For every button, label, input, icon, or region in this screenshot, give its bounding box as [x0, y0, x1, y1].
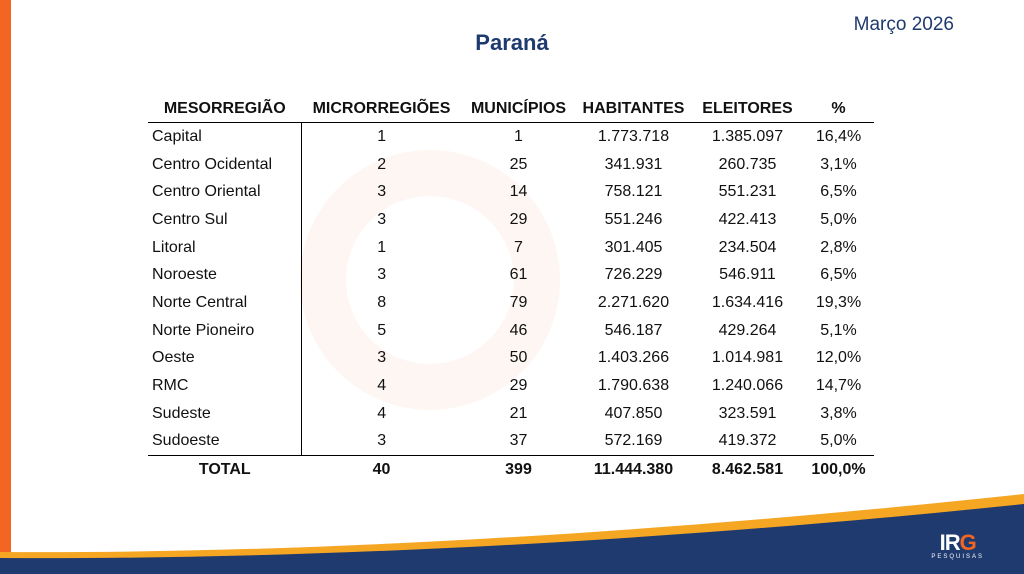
cell-municipios: 29 — [509, 210, 528, 228]
cell-mesorregiao: Capital — [148, 123, 302, 151]
logo-ir-text: IR — [939, 530, 960, 555]
cell-mesorregiao: Sudoeste — [148, 428, 302, 456]
cell-municipios: 14 — [509, 183, 528, 201]
table-row — [148, 151, 874, 179]
cell-percent: 5,1% — [820, 321, 857, 339]
col-header-percent: % — [804, 95, 874, 123]
cell-eleitores: 1.634.416 — [711, 293, 784, 311]
cell-habitantes: 301.405 — [604, 238, 663, 256]
cell-microrregioes: 3 — [377, 432, 387, 450]
cell-municipios: 50 — [509, 349, 528, 367]
cell-mesorregiao: Centro Sul — [148, 206, 302, 234]
table-row — [148, 400, 874, 428]
cell-percent: 14,7% — [815, 377, 862, 395]
cell-habitantes: 2.271.620 — [597, 293, 670, 311]
page-title: Paraná — [475, 30, 549, 55]
cell-microrregioes: 3 — [377, 210, 387, 228]
total-label: TOTAL — [148, 456, 302, 484]
cell-habitantes: 726.229 — [604, 266, 663, 284]
cell-percent: 16,4% — [815, 127, 862, 145]
cell-microrregioes: 3 — [377, 183, 387, 201]
left-accent-bar — [0, 0, 11, 574]
cell-percent: 6,5% — [820, 183, 857, 201]
cell-microrregioes: 1 — [377, 127, 387, 145]
cell-mesorregiao: RMC — [148, 372, 302, 400]
total-eleitores: 8.462.581 — [692, 456, 804, 484]
cell-habitantes: 341.931 — [604, 155, 663, 173]
table-row — [148, 206, 874, 234]
cell-habitantes: 546.187 — [604, 321, 663, 339]
cell-eleitores: 422.413 — [718, 210, 777, 228]
table-row — [148, 317, 874, 345]
cell-eleitores: 1.014.981 — [711, 349, 784, 367]
cell-percent: 6,5% — [820, 266, 857, 284]
logo-g-text: G — [959, 530, 976, 555]
table-row — [148, 289, 874, 317]
cell-municipios: 61 — [509, 266, 528, 284]
cell-mesorregiao: Litoral — [148, 234, 302, 262]
cell-habitantes: 1.403.266 — [597, 349, 670, 367]
cell-eleitores: 429.264 — [718, 321, 777, 339]
footer-wave — [0, 494, 1024, 574]
cell-eleitores: 1.385.097 — [711, 127, 784, 145]
cell-mesorregiao: Norte Central — [148, 289, 302, 317]
cell-mesorregiao: Sudeste — [148, 400, 302, 428]
cell-microrregioes: 4 — [377, 377, 387, 395]
cell-microrregioes: 5 — [377, 321, 387, 339]
cell-mesorregiao: Oeste — [148, 345, 302, 373]
cell-habitantes: 758.121 — [604, 183, 663, 201]
cell-eleitores: 234.504 — [718, 238, 777, 256]
cell-mesorregiao: Centro Ocidental — [148, 151, 302, 179]
cell-municipios: 79 — [509, 293, 528, 311]
col-header-habitantes: HABITANTES — [576, 95, 692, 123]
cell-municipios: 1 — [514, 127, 523, 145]
table-row — [148, 234, 874, 262]
table-row — [148, 178, 874, 206]
cell-microrregioes: 4 — [377, 404, 387, 422]
cell-mesorregiao: Norte Pioneiro — [148, 317, 302, 345]
cell-percent: 5,0% — [820, 210, 857, 228]
cell-percent: 3,1% — [820, 155, 857, 173]
cell-habitantes: 1.790.638 — [597, 377, 670, 395]
cell-mesorregiao: Centro Oriental — [148, 178, 302, 206]
table-row — [148, 372, 874, 400]
cell-habitantes: 551.246 — [604, 210, 663, 228]
cell-eleitores: 323.591 — [718, 404, 777, 422]
table-row — [148, 345, 874, 373]
table-header-row — [148, 95, 874, 123]
cell-percent: 19,3% — [815, 293, 862, 311]
cell-eleitores: 1.240.066 — [711, 377, 784, 395]
cell-habitantes: 572.169 — [604, 432, 663, 450]
mesoregion-table — [148, 95, 874, 484]
report-date: Março 2026 — [853, 14, 954, 35]
cell-eleitores: 546.911 — [719, 266, 776, 284]
cell-habitantes: 407.850 — [604, 404, 663, 422]
cell-eleitores: 551.231 — [718, 183, 777, 201]
table-row — [148, 261, 874, 289]
total-municipios: 399 — [462, 456, 576, 484]
table-row — [148, 428, 874, 456]
cell-municipios: 37 — [509, 432, 528, 450]
cell-municipios: 25 — [509, 155, 528, 173]
cell-microrregioes: 8 — [377, 293, 387, 311]
cell-habitantes: 1.773.718 — [597, 127, 670, 145]
total-microrregioes: 40 — [302, 456, 462, 484]
cell-municipios: 46 — [509, 321, 528, 339]
cell-municipios: 7 — [514, 238, 523, 256]
cell-percent: 2,8% — [820, 238, 857, 256]
total-habitantes: 11.444.380 — [576, 456, 692, 484]
table-total-row — [148, 456, 874, 484]
cell-percent: 5,0% — [820, 432, 857, 450]
cell-percent: 12,0% — [815, 349, 862, 367]
table-row — [148, 123, 874, 151]
cell-microrregioes: 2 — [377, 155, 387, 173]
col-header-microrregioes: MICRORREGIÕES — [302, 95, 462, 123]
cell-microrregioes: 1 — [377, 238, 387, 256]
cell-microrregioes: 3 — [377, 266, 387, 284]
col-header-mesorregiao: MESORREGIÃO — [148, 95, 302, 123]
cell-eleitores: 260.735 — [718, 155, 777, 173]
cell-municipios: 21 — [509, 404, 528, 422]
col-header-eleitores: ELEITORES — [692, 95, 804, 123]
cell-eleitores: 419.372 — [718, 432, 777, 450]
cell-microrregioes: 3 — [377, 349, 387, 367]
cell-municipios: 29 — [509, 377, 528, 395]
col-header-municipios: MUNICÍPIOS — [462, 95, 576, 123]
logo-subtitle: PESQUISAS — [931, 554, 984, 560]
total-percent: 100,0% — [804, 456, 874, 484]
cell-mesorregiao: Noroeste — [148, 261, 302, 289]
cell-percent: 3,8% — [820, 404, 857, 422]
irg-logo — [931, 530, 984, 560]
